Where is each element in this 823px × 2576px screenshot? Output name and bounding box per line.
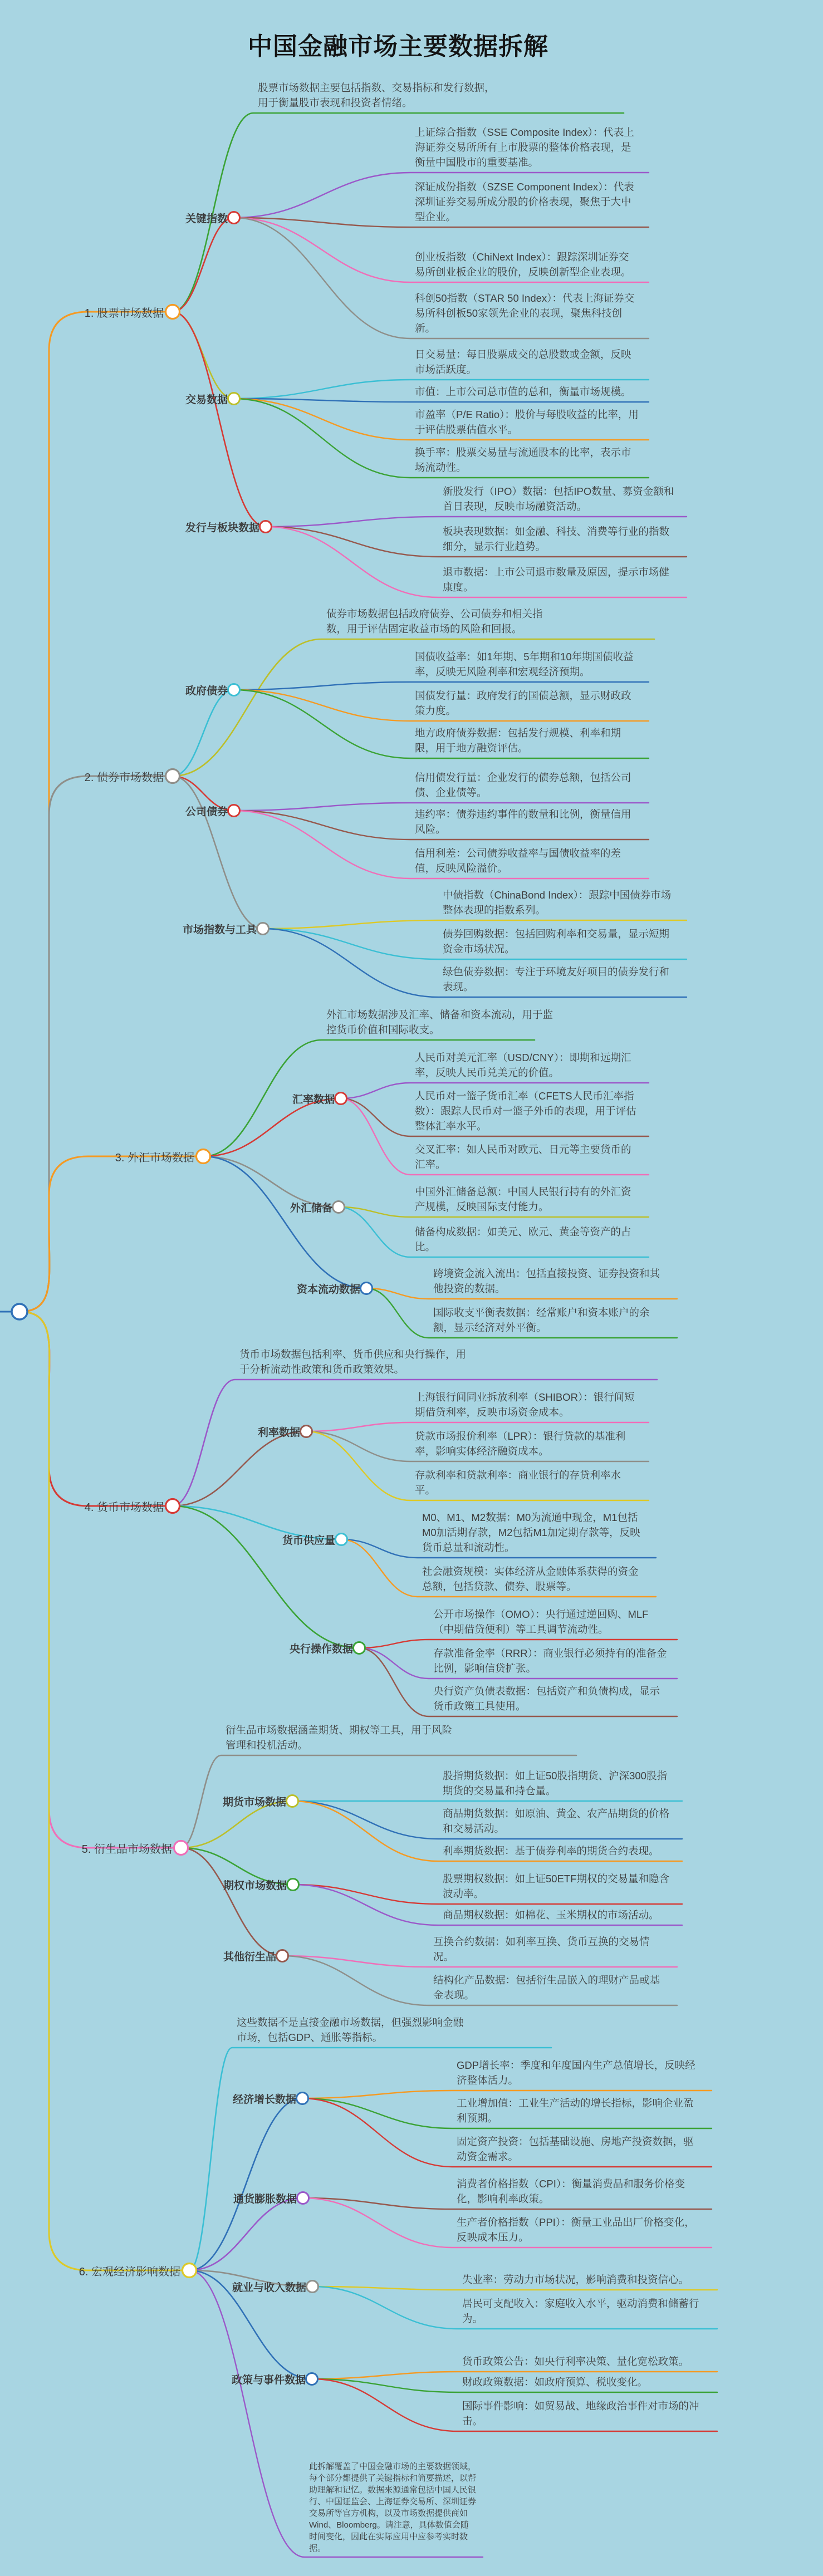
subbranch-label[interactable]: 关键指数 bbox=[185, 213, 228, 225]
leaf-text[interactable]: 深证成份指数（SZSE Component Index）：代表深圳证券交易所成分股的价格表现，聚焦于大中型企业。 bbox=[415, 181, 634, 223]
sub-branch-line bbox=[173, 218, 234, 312]
sub-branch-line bbox=[203, 1098, 341, 1156]
branch-label[interactable]: 2. 债券市场数据 bbox=[84, 772, 164, 784]
leaf-text[interactable]: 贷款市场报价利率（LPR）：银行贷款的基准利率，影响实体经济融资成本。 bbox=[415, 1430, 626, 1457]
leaf-text[interactable]: GDP增长率：季度和年度国内生产总值增长，反映经济整体活力。 bbox=[457, 2059, 695, 2086]
leaf-text[interactable]: 固定资产投资：包括基础设施、房地产投资数据，驱动资金需求。 bbox=[457, 2136, 694, 2162]
leaf-text[interactable]: 互换合约数据：如利率互换、货币互换的交易情况。 bbox=[433, 1936, 650, 1962]
leaf-text[interactable]: 失业率：劳动力市场状况，影响消费和投资信心。 bbox=[462, 2274, 689, 2285]
leaf-text[interactable]: 结构化产品数据：包括衍生品嵌入的理财产品或基金表现。 bbox=[433, 1974, 660, 2001]
section-note[interactable]: 货币市场数据包括利率、货币供应和央行操作，用于分析流动性政策和货币政策效果。 bbox=[239, 1348, 467, 1375]
leaf-text[interactable]: 股指期货数据：如上证50股指期货、沪深300股指期货的交易量和持仓量。 bbox=[443, 1770, 667, 1797]
subbranch-label[interactable]: 就业与收入数据 bbox=[232, 2282, 306, 2294]
main-branch-line bbox=[19, 776, 173, 1312]
subbranch-label[interactable]: 其他衍生品 bbox=[223, 1951, 276, 1963]
sub-branch-line bbox=[173, 776, 263, 929]
node-circle-branch[interactable] bbox=[166, 305, 180, 319]
leaf-text[interactable]: 国债发行量：政府发行的国债总额，显示财政政策力度。 bbox=[415, 690, 631, 717]
node-circle-subbranch[interactable] bbox=[301, 1426, 312, 1437]
leaf-text[interactable]: 市盈率（P/E Ratio）：股价与每股收益的比率，用于评估股票估值水平。 bbox=[415, 409, 639, 435]
leaf-text[interactable]: 商品期货数据：如原油、黄金、农产品期货的价格和交易活动。 bbox=[443, 1808, 670, 1834]
node-circle-subbranch[interactable] bbox=[297, 2192, 309, 2204]
leaf-text[interactable]: 上证综合指数（SSE Composite Index）：代表上海证券交易所所有上市股票的整体价格表现，是衡量中国股市的重要基准。 bbox=[415, 126, 634, 168]
leaf-text[interactable]: 国际事件影响：如贸易战、地缘政治事件对市场的冲击。 bbox=[462, 2400, 699, 2427]
sub-branch-line bbox=[189, 2198, 303, 2270]
main-branch-line bbox=[19, 1156, 203, 1312]
node-circle-subbranch[interactable] bbox=[228, 684, 240, 696]
leaf-text[interactable]: 违约率：债券违约事件的数量和比例，衡量信用风险。 bbox=[415, 808, 631, 835]
subbranch-label[interactable]: 发行与板块数据 bbox=[185, 522, 259, 534]
leaf-text[interactable]: 人民币对一篮子货币汇率（CFETS人民币汇率指数）：跟踪人民币对一篮子外币的表现，用于评估整体汇率水平。 bbox=[415, 1090, 636, 1132]
sub-branch-line bbox=[181, 1848, 282, 1956]
subbranch-label[interactable]: 货币供应量 bbox=[282, 1535, 335, 1547]
leaf-text[interactable]: 人民币对美元汇率（USD/CNY）：即期和远期汇率，反映人民币兑美元的价值。 bbox=[415, 1052, 631, 1078]
branch-label[interactable]: 4. 货币市场数据 bbox=[84, 1502, 164, 1514]
node-circle-subbranch[interactable] bbox=[335, 1093, 347, 1105]
leaf-text[interactable]: 债券回购数据：包括回购利率和交易量，显示短期资金市场状况。 bbox=[443, 928, 670, 955]
subbranch-label[interactable]: 利率数据 bbox=[257, 1427, 300, 1439]
leaf-text[interactable]: 央行资产负债表数据：包括资产和负债构成，显示货币政策工具使用。 bbox=[433, 1685, 660, 1712]
leaf-text[interactable]: 国际收支平衡表数据：经常账户和资本账户的余额，显示经济对外平衡。 bbox=[433, 1307, 650, 1333]
node-circle-branch[interactable] bbox=[166, 769, 180, 783]
branch-label[interactable]: 5. 衍生品市场数据 bbox=[81, 1843, 172, 1856]
main-branch-line bbox=[19, 1312, 189, 2270]
node-circle-subbranch[interactable] bbox=[354, 1642, 365, 1654]
leaf-text[interactable]: 储备构成数据：如美元、欧元、黄金等资产的占比。 bbox=[415, 1226, 631, 1253]
node-circle-branch[interactable] bbox=[174, 1841, 188, 1855]
node-circle-subbranch[interactable] bbox=[260, 521, 272, 533]
leaf-text[interactable]: 上海银行间同业拆放利率（SHIBOR）：银行间短期借贷利率，反映市场资金成本。 bbox=[415, 1391, 635, 1418]
leaf-text[interactable]: 绿色债券数据：专注于环境友好项目的债券发行和表现。 bbox=[443, 966, 670, 993]
leaf-text[interactable]: 交叉汇率：如人民币对欧元、日元等主要货币的汇率。 bbox=[415, 1144, 631, 1170]
node-circle-subbranch[interactable] bbox=[277, 1950, 288, 1962]
leaf-text[interactable]: 商品期权数据：如棉花、玉米期权的市场活动。 bbox=[443, 1909, 659, 1921]
section-note[interactable]: 债券市场数据包括政府债券、公司债券和相关指数，用于评估固定收益市场的风险和回报。 bbox=[326, 608, 543, 635]
leaf-text[interactable]: 利率期货数据：基于债券利率的期货合约表现。 bbox=[443, 1845, 659, 1857]
branch-label[interactable]: 3. 外汇市场数据 bbox=[115, 1152, 194, 1164]
main-branch-line bbox=[19, 1312, 173, 1506]
leaf-text[interactable]: 中债指数（ChinaBond Index）：跟踪中国债券市场整体表现的指数系列。 bbox=[443, 889, 672, 916]
leaf-text[interactable]: 社会融资规模：实体经济从金融体系获得的资金总额，包括贷款、债券、股票等。 bbox=[422, 1566, 639, 1592]
node-circle-subbranch[interactable] bbox=[307, 2281, 319, 2293]
subbranch-label[interactable]: 公司债券 bbox=[185, 806, 228, 818]
sub-branch-line bbox=[173, 1431, 306, 1506]
leaf-text[interactable]: 市值：上市公司总市值的总和，衡量市场规模。 bbox=[415, 386, 631, 398]
subbranch-label[interactable]: 政府债券 bbox=[185, 685, 228, 697]
branch-label[interactable]: 1. 股票市场数据 bbox=[84, 307, 164, 320]
subbranch-label[interactable]: 期权市场数据 bbox=[223, 1880, 287, 1892]
subbranch-label[interactable]: 期货市场数据 bbox=[222, 1797, 286, 1808]
leaf-text[interactable]: 生产者价格指数（PPI）：衡量工业品出厂价格变化，反映成本压力。 bbox=[457, 2216, 695, 2243]
subbranch-label[interactable]: 央行操作数据 bbox=[289, 1643, 353, 1655]
leaf-text[interactable]: 换手率：股票交易量与流通股本的比率，表示市场流动性。 bbox=[415, 446, 631, 473]
page-title: 中国金融市场主要数据拆解 bbox=[248, 33, 548, 61]
leaf-text[interactable]: 工业增加值：工业生产活动的增长指标，影响企业盈利预期。 bbox=[457, 2097, 694, 2124]
subbranch-label[interactable]: 政策与事件数据 bbox=[231, 2374, 306, 2386]
sub-branch-line bbox=[173, 312, 266, 527]
subbranch-label[interactable]: 汇率数据 bbox=[292, 1094, 335, 1106]
subbranch-label[interactable]: 资本流动数据 bbox=[296, 1284, 360, 1296]
leaf-text[interactable]: 创业板指数（ChiNext Index）：跟踪深圳证券交易所创业板企业的股价，反映创新型企业表现。 bbox=[415, 251, 631, 278]
leaf-text[interactable]: 居民可支配收入：家庭收入水平，驱动消费和储蓄行为。 bbox=[462, 2298, 699, 2324]
node-circle-subbranch[interactable] bbox=[228, 393, 240, 405]
leaf-text[interactable]: 国债收益率：如1年期、5年期和10年期国债收益率，反映无风险利率和宏观经济预期。 bbox=[415, 651, 634, 678]
leaf-text[interactable]: 新股发行（IPO）数据：包括IPO数量、募资金额和首日表现，反映市场融资活动。 bbox=[443, 485, 674, 512]
node-circle-subbranch[interactable] bbox=[287, 1795, 298, 1807]
branch-label[interactable]: 6. 宏观经济影响数据 bbox=[79, 2266, 180, 2278]
node-circle-subbranch[interactable] bbox=[228, 212, 240, 224]
leaf-text[interactable]: 货币政策公告：如央行利率决策、量化宽松政策。 bbox=[462, 2356, 689, 2367]
node-circle-subbranch[interactable] bbox=[306, 2373, 318, 2385]
sub-branch-line bbox=[203, 1156, 366, 1288]
leaf-text[interactable]: 日交易量：每日股票成交的总股数或金额，反映市场活跃度。 bbox=[415, 349, 631, 375]
node-circle-subbranch[interactable] bbox=[361, 1283, 373, 1294]
node-circle-subbranch[interactable] bbox=[257, 923, 269, 935]
leaf-text[interactable]: 存款准备金率（RRR）：商业银行必须持有的准备金比例，影响信贷扩张。 bbox=[433, 1647, 667, 1674]
sub-branch-line bbox=[189, 2098, 302, 2270]
subbranch-label[interactable]: 经济增长数据 bbox=[232, 2094, 296, 2106]
node-circle-subbranch[interactable] bbox=[336, 1534, 347, 1545]
subbranch-label[interactable]: 通货膨胀数据 bbox=[233, 2194, 297, 2205]
leaf-text[interactable]: 地方政府债券数据：包括发行规模、利率和期限，用于地方融资评估。 bbox=[415, 727, 621, 754]
section-note[interactable]: 这些数据不是直接金融市场数据，但强烈影响金融市场，包括GDP、通胀等指标。 bbox=[237, 2016, 464, 2043]
leaf-text[interactable]: 信用债发行量：企业发行的债券总额，包括公司债、企业债等。 bbox=[415, 772, 631, 798]
leaf-text[interactable]: 中国外汇储备总额：中国人民银行持有的外汇资产规模，反映国际支付能力。 bbox=[415, 1186, 631, 1213]
node-circle-branch[interactable] bbox=[166, 1499, 180, 1513]
node-circle-root[interactable] bbox=[12, 1304, 27, 1319]
leaf-text[interactable]: 存款利率和贷款利率：商业银行的存贷利率水平。 bbox=[415, 1469, 621, 1496]
footer-note[interactable]: 此拆解覆盖了中国金融市场的主要数据领域，每个部分都提供了关键指标和简要描述，以帮助理解和记忆。数据来源通常包括中国人民银行、中国证监会、上海证券交易所、深圳证券交易所等官方机构，以及市场数据提供商如Wind、Bloomberg。请注意，具体数值会随时间变化，因此在实际应用中应参考实时数据。 bbox=[309, 2462, 477, 2553]
leaf-text[interactable]: 财政政策数据：如政府预算、税收变化。 bbox=[462, 2376, 648, 2388]
node-circle-subbranch[interactable] bbox=[297, 2093, 308, 2104]
subbranch-label[interactable]: 交易数据 bbox=[185, 394, 228, 406]
sub-branch-line bbox=[173, 1506, 359, 1648]
subbranch-label[interactable]: 市场指数与工具 bbox=[182, 924, 257, 936]
sub-branch-line bbox=[173, 312, 234, 399]
leaf-text[interactable]: 公开市场操作（OMO）：央行通过逆回购、MLF（中期借贷便利）等工具调节流动性。 bbox=[433, 1608, 649, 1635]
node-circle-branch[interactable] bbox=[197, 1150, 210, 1164]
section-note[interactable]: 外汇市场数据涉及汇率、储备和资本流动，用于监控货币价值和国际收支。 bbox=[326, 1009, 553, 1036]
leaf-text[interactable]: 科创50指数（STAR 50 Index）：代表上海证券交易所科创板50家领先企业的表现，聚焦科技创新。 bbox=[415, 292, 635, 334]
section-note[interactable]: 衍生品市场数据涵盖期货、期权等工具，用于风险管理和投机活动。 bbox=[226, 1724, 453, 1751]
leaf-text[interactable]: 退市数据：上市公司退市数量及原因，提示市场健康度。 bbox=[443, 566, 670, 593]
leaf-text[interactable]: 消费者价格指数（CPI）：衡量消费品和服务价格变化，影响利率政策。 bbox=[457, 2178, 685, 2205]
main-branch-line bbox=[19, 1312, 181, 1848]
subbranch-label[interactable]: 外汇储备 bbox=[290, 1203, 332, 1214]
leaf-text[interactable]: 板块表现数据：如金融、科技、消费等行业的指数细分，显示行业趋势。 bbox=[443, 526, 670, 552]
section-note[interactable]: 股票市场数据主要包括指数、交易指标和发行数据，用于衡量股市表现和投资者情绪。 bbox=[258, 82, 495, 109]
node-circle-subbranch[interactable] bbox=[333, 1201, 345, 1213]
node-circle-branch[interactable] bbox=[183, 2264, 197, 2278]
leaf-text[interactable]: 跨境资金流入流出：包括直接投资、证券投资和其他投资的数据。 bbox=[433, 1268, 660, 1294]
leaf-text[interactable]: 股票期权数据：如上证50ETF期权的交易量和隐含波动率。 bbox=[443, 1873, 670, 1900]
sub-branch-line bbox=[173, 690, 234, 776]
node-circle-subbranch[interactable] bbox=[287, 1879, 299, 1891]
node-circle-subbranch[interactable] bbox=[228, 805, 240, 817]
leaf-text[interactable]: 信用利差：公司债券收益率与国债收益率的差值，反映风险溢价。 bbox=[415, 847, 621, 874]
leaf-text[interactable]: M0、M1、M2数据：M0为流通中现金，M1包括M0加活期存款，M2包括M1加定期存款等，反映货币总量和流动性。 bbox=[422, 1512, 640, 1553]
